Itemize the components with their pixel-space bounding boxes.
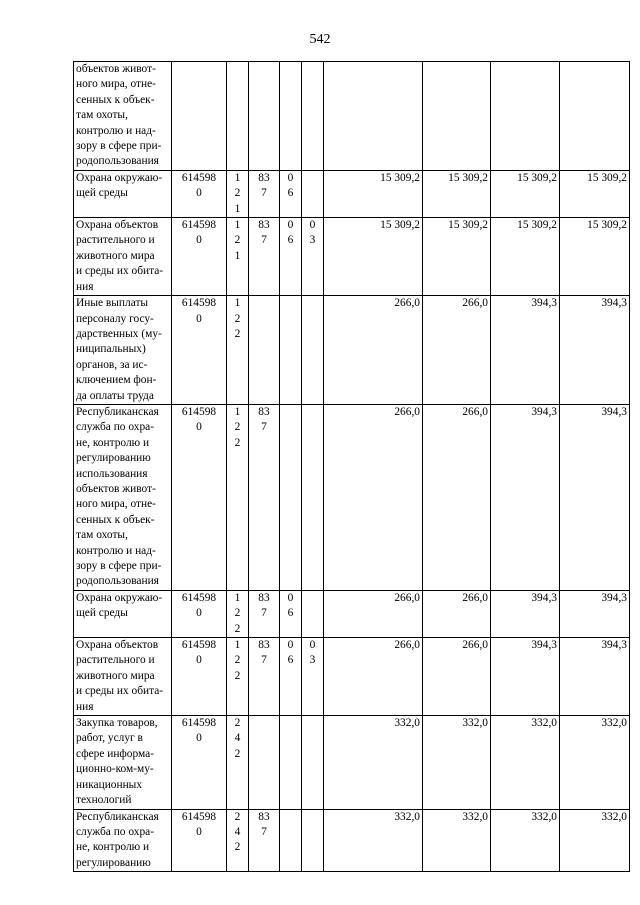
value-4: 394,3	[560, 638, 630, 716]
expense-type: 2 4 2	[227, 716, 249, 809]
admin-code: 83 7	[249, 404, 280, 590]
section-code: 0 6	[280, 638, 302, 716]
expense-type: 1 2 2	[227, 404, 249, 590]
section-code	[280, 296, 302, 405]
value-3: 15 309,2	[491, 218, 560, 296]
value-4: 15 309,2	[560, 218, 630, 296]
target-code: 614598 0	[172, 404, 227, 590]
row-name: Охрана объектов растительного и животного мира и среды их обита- ния	[74, 638, 172, 716]
value-3: 332,0	[491, 809, 560, 872]
section-code	[280, 62, 302, 171]
table-row	[74, 638, 630, 716]
row-name: Республиканская служба по охра- не, контролю и регулированию	[74, 809, 172, 872]
target-code	[172, 62, 227, 171]
subsection-code	[302, 590, 324, 637]
subsection-code	[302, 404, 324, 590]
row-name: Охрана окружаю- щей среды	[74, 170, 172, 217]
value-3	[491, 62, 560, 171]
row-name: Охрана объектов растительного и животного мира и среды их обита- ния	[74, 218, 172, 296]
expense-type: 1 2 2	[227, 638, 249, 716]
subsection-code	[302, 809, 324, 872]
table-row	[74, 170, 630, 217]
value-2	[423, 62, 491, 171]
admin-code: 83 7	[249, 638, 280, 716]
table-row	[74, 404, 630, 590]
table-row	[74, 62, 630, 171]
admin-code: 83 7	[249, 218, 280, 296]
subsection-code	[302, 62, 324, 171]
subsection-code: 0 3	[302, 638, 324, 716]
target-code: 614598 0	[172, 809, 227, 872]
table-row	[74, 809, 630, 872]
row-name: Охрана окружаю- щей среды	[74, 590, 172, 637]
target-code: 614598 0	[172, 296, 227, 405]
section-code	[280, 404, 302, 590]
table-row	[74, 590, 630, 637]
value-2: 15 309,2	[423, 170, 491, 217]
subsection-code	[302, 716, 324, 809]
section-code: 0 6	[280, 218, 302, 296]
value-1: 266,0	[324, 404, 423, 590]
target-code: 614598 0	[172, 590, 227, 637]
value-1: 15 309,2	[324, 218, 423, 296]
value-3: 394,3	[491, 404, 560, 590]
value-2: 266,0	[423, 296, 491, 405]
expense-type: 1 2 1	[227, 170, 249, 217]
value-4: 394,3	[560, 590, 630, 637]
budget-table	[73, 61, 630, 872]
admin-code: 83 7	[249, 170, 280, 217]
admin-code: 83 7	[249, 809, 280, 872]
admin-code: 83 7	[249, 590, 280, 637]
admin-code	[249, 716, 280, 809]
value-1	[324, 62, 423, 171]
value-4: 394,3	[560, 404, 630, 590]
section-code	[280, 809, 302, 872]
section-code: 0 6	[280, 170, 302, 217]
expense-type: 1 2 1	[227, 218, 249, 296]
row-name: объектов живот- ного мира, отне- сенных к объек- там охоты, контролю и над- зору в сфере при- родопользования	[74, 62, 172, 171]
admin-code	[249, 62, 280, 171]
value-3: 394,3	[491, 590, 560, 637]
expense-type: 1 2 2	[227, 590, 249, 637]
section-code: 0 6	[280, 590, 302, 637]
value-2: 15 309,2	[423, 218, 491, 296]
value-1: 266,0	[324, 296, 423, 405]
target-code: 614598 0	[172, 716, 227, 809]
target-code: 614598 0	[172, 638, 227, 716]
value-3: 15 309,2	[491, 170, 560, 217]
target-code: 614598 0	[172, 170, 227, 217]
expense-type	[227, 62, 249, 171]
value-1: 15 309,2	[324, 170, 423, 217]
value-1: 332,0	[324, 809, 423, 872]
value-3: 394,3	[491, 296, 560, 405]
value-2: 332,0	[423, 809, 491, 872]
value-3: 394,3	[491, 638, 560, 716]
table-row	[74, 218, 630, 296]
section-code	[280, 716, 302, 809]
value-3: 332,0	[491, 716, 560, 809]
subsection-code	[302, 170, 324, 217]
page-number: 542	[309, 32, 331, 47]
target-code: 614598 0	[172, 218, 227, 296]
value-2: 266,0	[423, 638, 491, 716]
value-2: 332,0	[423, 716, 491, 809]
row-name: Республиканская служба по охра- не, контролю и регулированию использования объектов живот- ного мира, отне- сенных к объек- там охоты, контролю и над- зору в сфере при- родопользования	[74, 404, 172, 590]
value-2: 266,0	[423, 404, 491, 590]
value-4	[560, 62, 630, 171]
row-name: Закупка товаров, работ, услуг в сфере информа- ционно-ком-му- никационных технологий	[74, 716, 172, 809]
value-4: 332,0	[560, 716, 630, 809]
value-1: 266,0	[324, 590, 423, 637]
subsection-code: 0 3	[302, 218, 324, 296]
value-1: 332,0	[324, 716, 423, 809]
value-4: 332,0	[560, 809, 630, 872]
row-name: Иные выплаты персоналу госу- дарственных (му- ниципальных) органов, за ис- ключением фон- да оплаты труда	[74, 296, 172, 405]
admin-code	[249, 296, 280, 405]
subsection-code	[302, 296, 324, 405]
expense-type: 2 4 2	[227, 809, 249, 872]
value-2: 266,0	[423, 590, 491, 637]
value-4: 15 309,2	[560, 170, 630, 217]
value-4: 394,3	[560, 296, 630, 405]
expense-type: 1 2 2	[227, 296, 249, 405]
value-1: 266,0	[324, 638, 423, 716]
table-row	[74, 296, 630, 405]
table-row	[74, 716, 630, 809]
